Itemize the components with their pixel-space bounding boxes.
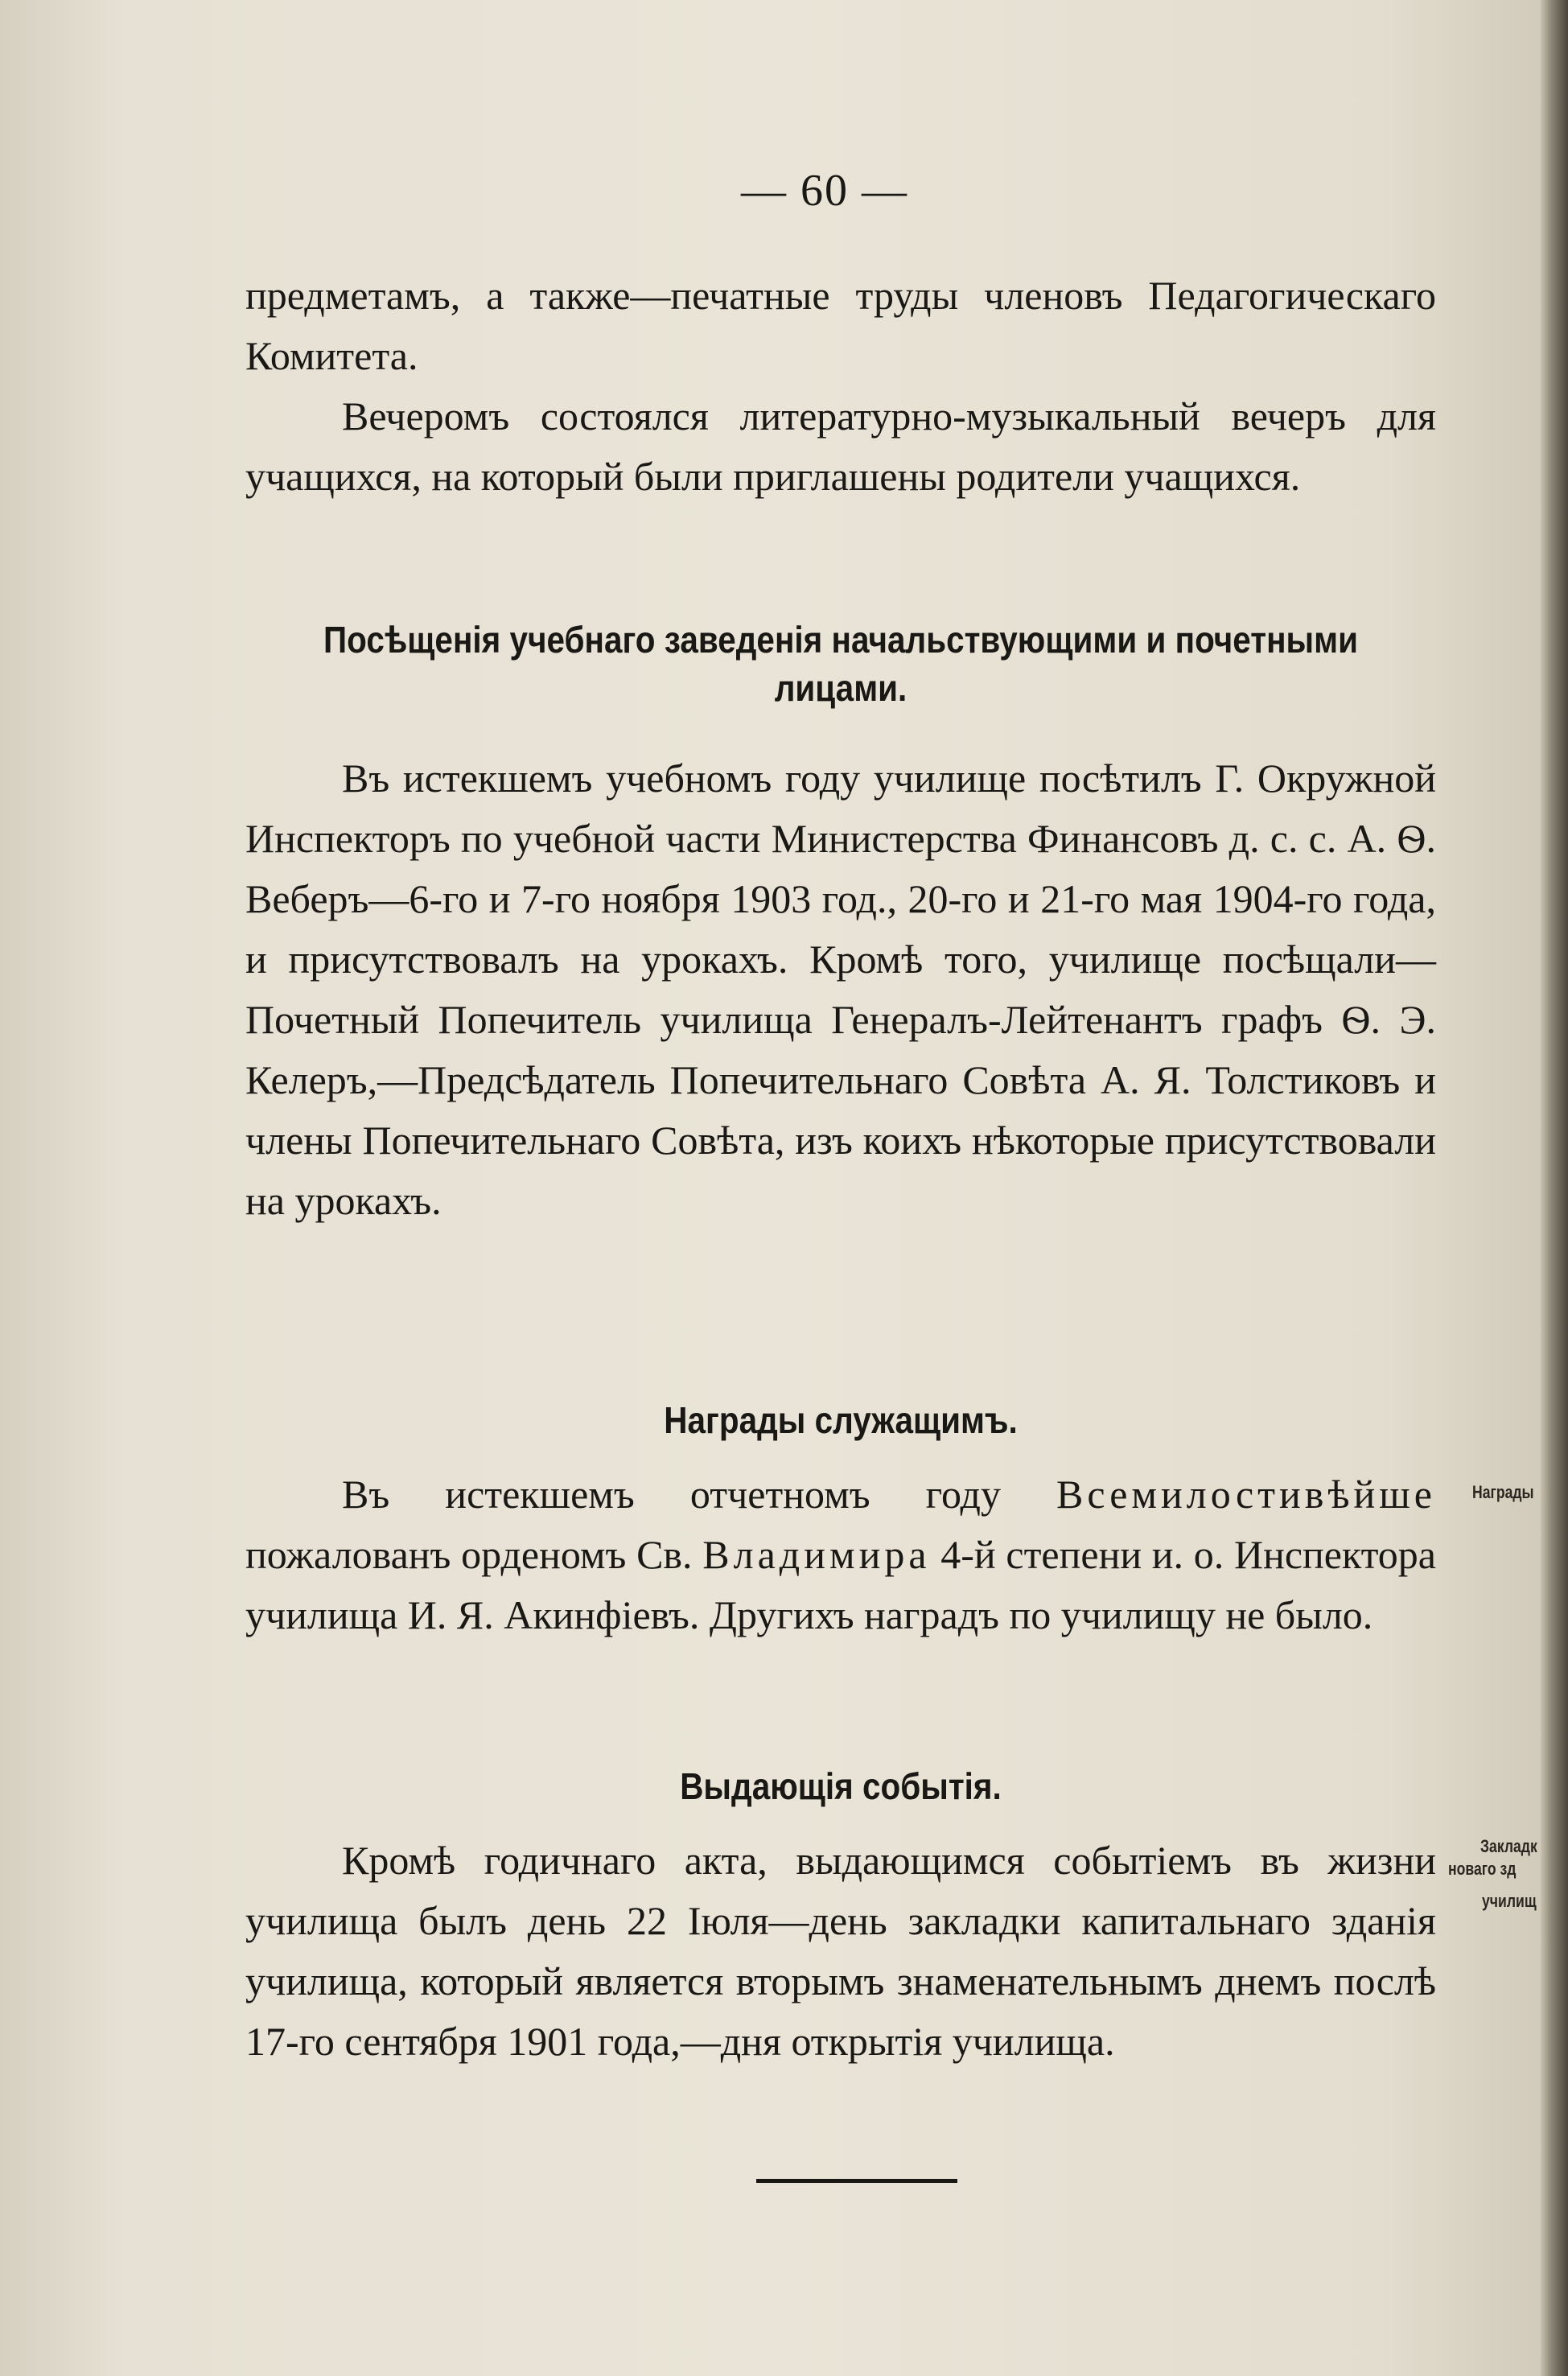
awards-text-spaced2: Владимира [702, 1532, 931, 1577]
section-heading-awards: Награды служащимъ. [664, 1399, 1018, 1441]
paragraph-evening: Вечеромъ состоялся литературно-музыкальный вечеръ для учащихся, на который были приглашены родители учащихся. [245, 393, 1436, 499]
margin-note-awards: Награды [1472, 1482, 1534, 1502]
section-body-events [245, 1830, 1436, 2072]
margin-note-founding-1: Закладк [1480, 1836, 1537, 1856]
paragraph-visits: Въ истекшемъ учебномъ году училище посѣтилъ Г. Окружной Инспекторъ по учебной части Министерства Финансовъ д. с. с. А. Ѳ. Веберъ—6-го и 7-го ноября 1903 год., 20-го и 21-го мая 1904-го года, и присутствовалъ на урокахъ. Кромѣ того, училище посѣщали—Почетный Попечитель училища Генералъ-Лейтенантъ графъ Ѳ. Э. Келеръ,—Предсѣдатель Попечительнаго Совѣта А. Я. Толстиковъ и члены Попечительнаго Совѣта, изъ коихъ нѣкоторые присутствовали на урокахъ. [245, 756, 1436, 1223]
section-body-visits [245, 748, 1436, 1231]
awards-text-part3: 4-й степени и. о. Инспектора училища И. Я. Акинфіевъ. Другихъ наградъ по училищу не было. [245, 1532, 1436, 1637]
awards-text-part1: Въ истекшемъ отчетномъ году [342, 1472, 1001, 1517]
page-number: — 60 — [741, 166, 908, 216]
margin-note-founding-2: новаго зд [1448, 1859, 1517, 1879]
section-heading-events: Выдающія событія. [680, 1765, 1002, 1807]
section-body-awards [245, 1464, 1436, 1645]
paragraph-awards [245, 1464, 1436, 1645]
paragraph-continuation: предметамъ, а также—печатные труды членовъ Педагогическаго Комитета. [245, 273, 1436, 378]
paragraph-events: Кромѣ годичнаго акта, выдающимся событіемъ въ жизни училища былъ день 22 Іюля—день закладки капитальнаго зданія училища, который является вторымъ знаменательнымъ днемъ послѣ 17-го сентября 1901 года,—дня открытія училища. [245, 1838, 1436, 2064]
page-edge-shadow [1541, 0, 1568, 2376]
section-heading-visits: Посѣщенія учебнаго заведенія начальствующими и почетными лицами. [323, 619, 1358, 709]
awards-text-spaced: Всемилостивѣйше [1056, 1472, 1436, 1517]
awards-text-part2: пожалованъ орденомъ Св. [245, 1532, 693, 1577]
opening-text-block [245, 266, 1436, 507]
closing-rule [756, 2179, 957, 2183]
margin-note-founding-3: училищ [1482, 1891, 1537, 1911]
